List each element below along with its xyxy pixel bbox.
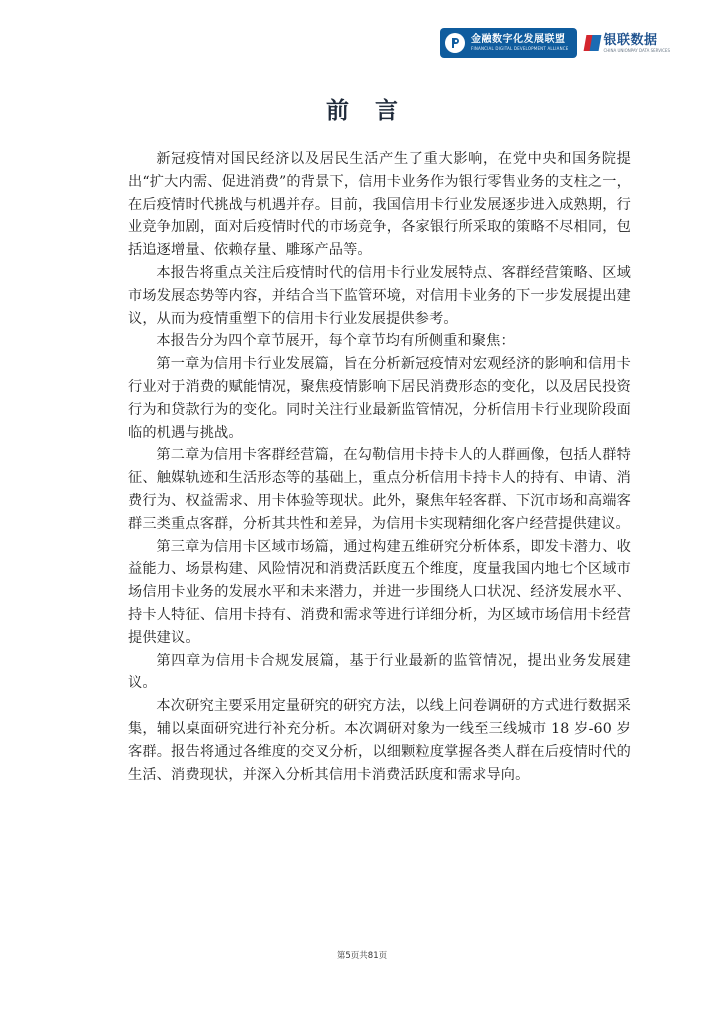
body-text: [128, 148, 631, 786]
unionpay-logo-en: CHINA UNIONPAY DATA SERVICES: [603, 47, 670, 53]
paragraph: 本次研究主要采用定量研究的研究方法，以线上问卷调研的方式进行数据采集，辅以桌面研究进行补充分析。本次调研对象为一线至三线城市 18 岁-60 岁客群。报告将通过各维度的交叉分析，以细颗粒度掌握各类人群在后疫情时代的生活、消费现状，并深入分析其信用卡消费活跃度和需求导向。: [128, 698, 631, 783]
paragraph: 第三章为信用卡区域市场篇，通过构建五维研究分析体系，即发卡潜力、收益能力、场景构建、风险情况和消费活跃度五个维度，度量我国内地七个区域市场信用卡业务的发展水平和未来潜力，并进一步围绕人口状况、经济发展水平、持卡人特征、信用卡持有、消费和需求等进行详细分析，为区域市场信用卡经营提供建议。: [128, 538, 631, 646]
alliance-logo-cn: 金融数字化发展联盟: [470, 34, 566, 45]
paragraph: 新冠疫情对国民经济以及居民生活产生了重大影响，在党中央和国务院提出“扩大内需、促进消费”的背景下，信用卡业务作为银行零售业务的支柱之一，在后疫情时代挑战与机遇并存。目前，我国信用卡行业发展逐步进入成熟期，行业竞争加剧，面对后疫情时代的市场竞争，各家银行所采取的策略不尽相同，包括追逐增量、依赖存量、雕琢产品等。: [128, 151, 631, 259]
paragraph: 第四章为信用卡合规发展篇，基于行业最新的监管情况，提出业务发展建议。: [128, 652, 631, 692]
page-number: 第5页共81页: [336, 951, 388, 961]
page-title: 前言: [326, 97, 424, 124]
paragraph: 第一章为信用卡行业发展篇，旨在分析新冠疫情对宏观经济的影响和信用卡行业对于消费的赋能情况，聚焦疫情影响下居民消费形态的变化，以及居民投资行为和贷款行为的变化。同时关注行业最新监管情况，分析信用卡行业现阶段面临的机遇与挑战。: [128, 356, 631, 441]
alliance-logo: [440, 28, 577, 58]
unionpay-data-logo: [585, 34, 671, 53]
paragraph: 本报告分为四个章节展开，每个章节均有所侧重和聚焦：: [156, 333, 515, 350]
unionpay-logo-cn: 银联数据: [603, 32, 658, 48]
unionpay-logo-icon: [585, 35, 601, 51]
header-logos: [440, 28, 670, 58]
paragraph: 第二章为信用卡客群经营篇，在勾勒信用卡持卡人的人群画像，包括人群特征、触媒轨迹和生活形态等的基础上，重点分析信用卡持卡人的持有、申请、消费行为、权益需求、用卡体验等现状。此外，聚焦年轻客群、下沉市场和高端客群三类重点客群，分析其共性和差异，为信用卡实现精细化客户经营提供建议。: [128, 447, 631, 532]
paragraph: 本报告将重点关注后疫情时代的信用卡行业发展特点、客群经营策略、区域市场发展态势等内容，并结合当下监管环境，对信用卡业务的下一步发展提出建议，从而为疫情重塑下的信用卡行业发展提供参考。: [128, 264, 631, 327]
alliance-logo-en: FINANCIAL DIGITAL DEVELOPMENT ALLIANCE: [470, 46, 569, 51]
alliance-logo-icon: [445, 33, 465, 53]
